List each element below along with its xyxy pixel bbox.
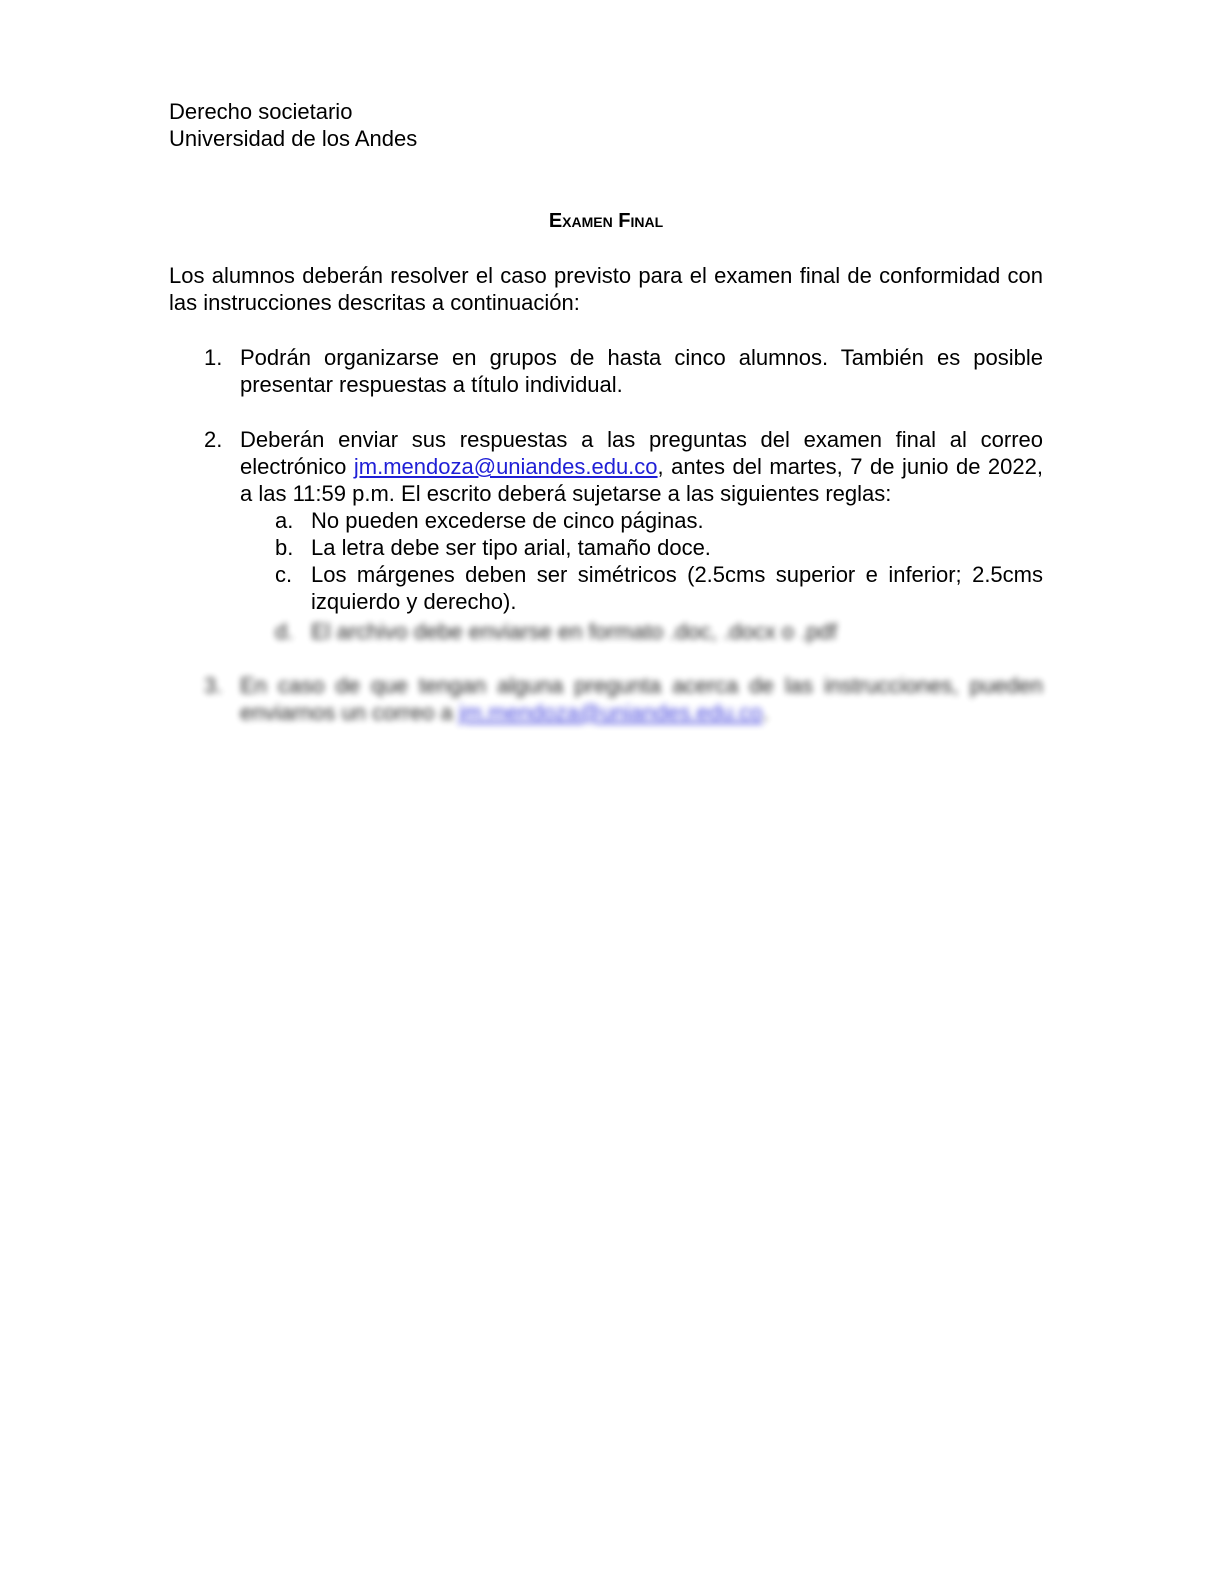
rule-text: No pueden excederse de cinco páginas. <box>311 508 704 533</box>
rule-item-b <box>275 534 1043 561</box>
list-item-text <box>240 672 1043 726</box>
document-header <box>169 98 417 152</box>
list-item-text: Podrán organizarse en grupos de hasta cinco alumnos. También es posible presentar respuestas a título individual. <box>240 345 1043 397</box>
list-item-text-end: . <box>762 700 769 725</box>
list-item-text-end: , antes del martes, 7 de junio de 2022, a las 11:59 p.m. El escrito deberá sujetarse a las siguientes reglas: <box>240 454 1043 506</box>
list-item-number: 3. <box>204 673 223 698</box>
document-title: Examen Final <box>548 210 664 232</box>
email-link[interactable]: jm.mendoza@uniandes.edu.co <box>458 700 763 725</box>
rule-letter: c. <box>275 562 293 587</box>
list-item-2 <box>169 426 1043 645</box>
rule-text: La letra debe ser tipo arial, tamaño doce. <box>311 535 711 560</box>
rule-text: El archivo debe enviarse en formato .doc, .docx o .pdf <box>311 619 837 644</box>
rule-text: Los márgenes deben ser simétricos (2.5cms superior e inferior; 2.5cms izquierdo y derecho). <box>311 562 1043 614</box>
university-name: Universidad de los Andes <box>169 126 418 151</box>
list-item-1 <box>169 344 1043 398</box>
rules-list <box>169 507 1043 645</box>
list-item-text-start: En caso de que tengan alguna pregunta acerca de las instrucciones, pueden enviarnos un correo a <box>240 673 1043 725</box>
rule-letter: a. <box>275 508 294 533</box>
list-item-text-start: Deberán enviar sus respuestas a las preguntas del examen final al correo electrónico <box>240 427 1043 479</box>
rule-item-d <box>275 618 1043 645</box>
list-item-3 <box>169 672 1043 726</box>
list-item-text <box>240 426 1043 507</box>
rule-item-c <box>275 561 1043 615</box>
rule-letter: b. <box>275 535 294 560</box>
list-item-number: 1. <box>204 345 223 370</box>
rule-letter: d. <box>275 619 294 644</box>
list-item-number: 2. <box>204 427 223 452</box>
intro-paragraph: Los alumnos deberán resolver el caso previsto para el examen final de conformidad con las instrucciones descritas a continuación: <box>169 263 1043 315</box>
rule-item-a <box>275 507 1043 534</box>
course-name: Derecho societario <box>169 99 353 124</box>
email-link[interactable]: jm.mendoza@uniandes.edu.co <box>353 454 658 479</box>
